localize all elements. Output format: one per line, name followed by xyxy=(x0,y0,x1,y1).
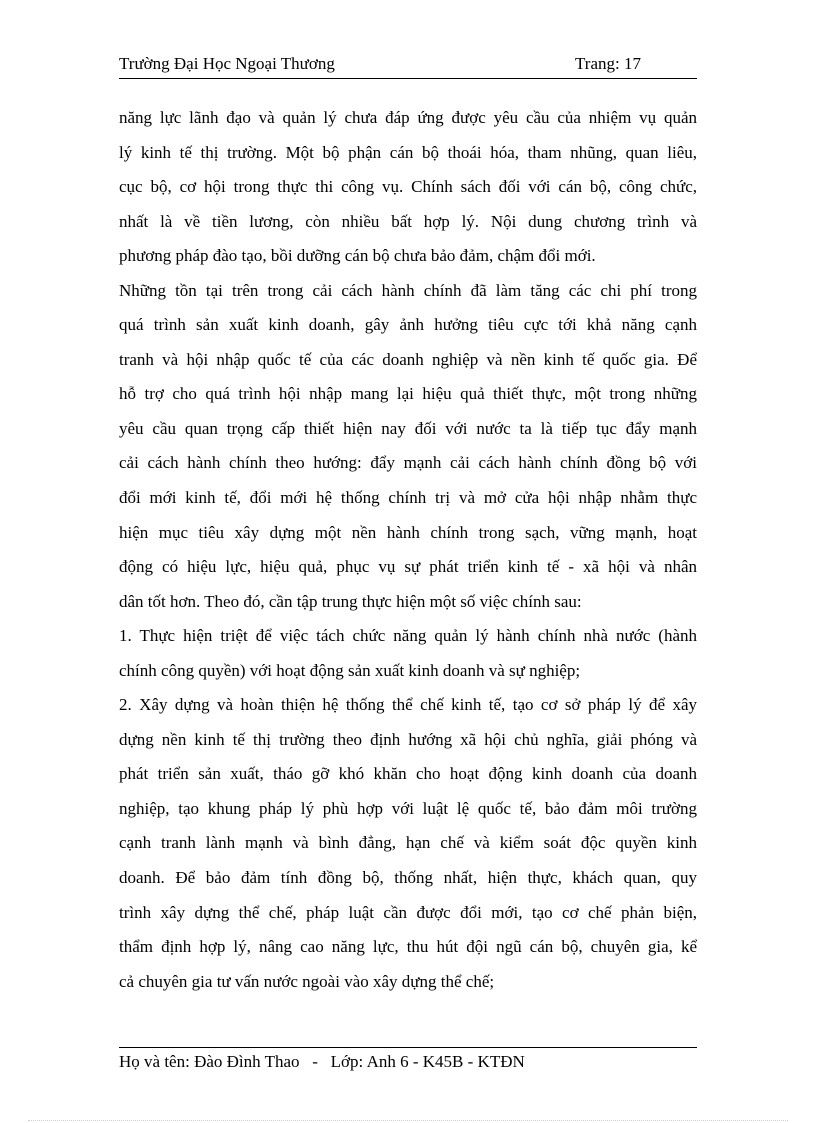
body-line: dựng nền kinh tế thị trường theo định hướng xã hội chủ nghĩa, giải phóng và xyxy=(119,729,697,749)
body-line: năng lực lãnh đạo và quản lý chưa đáp ứng được yêu cầu của nhiệm vụ quản xyxy=(119,108,697,127)
body-line: phát triển sản xuất, tháo gỡ khó khăn cho hoạt động kinh doanh của doanh xyxy=(119,764,697,784)
body-line: hiện mục tiêu xây dựng một nền hành chính trong sạch, vững mạnh, hoạt xyxy=(119,522,697,542)
body-line: hỗ trợ cho quá trình hội nhập mang lại hiệu quả thiết thực, một trong những xyxy=(119,384,697,404)
page-footer: Họ và tên: Đào Đình Thao - Lớp: Anh 6 - K45B - KTĐN xyxy=(119,1052,525,1071)
body-line: nghiệp, tạo khung pháp lý phù hợp với luật lệ quốc tế, bảo đảm môi trường xyxy=(119,798,697,818)
body-line: phương pháp đào tạo, bồi dưỡng cán bộ chưa bảo đảm, chậm đổi mới. xyxy=(119,246,596,266)
footer-divider xyxy=(119,1047,697,1048)
body-line: Những tồn tại trên trong cải cách hành chính đã làm tăng các chi phí trong xyxy=(119,280,697,300)
body-line: tranh và hội nhập quốc tế của các doanh nghiệp và nền kinh tế quốc gia. Để xyxy=(119,349,697,369)
header-divider xyxy=(119,78,697,79)
page-edge-divider xyxy=(28,1120,788,1121)
body-text xyxy=(119,104,697,1002)
header-school-name: Trường Đại Học Ngoại Thương xyxy=(119,54,335,73)
body-line: cải cách hành chính theo hướng: đẩy mạnh cải cách hành chính đồng bộ với xyxy=(119,453,697,473)
body-line: dân tốt hơn. Theo đó, cần tập trung thực hiện một số việc chính sau: xyxy=(119,591,582,611)
body-line: trình xây dựng thể chế, pháp luật cần được đổi mới, tạo cơ chế phản biện, xyxy=(119,902,697,922)
header-page-number: Trang: 17 xyxy=(575,54,641,73)
body-line: cạnh tranh lành mạnh và bình đẳng, hạn chế và kiểm soát độc quyền kinh xyxy=(119,833,697,853)
body-line: nhất là về tiền lương, còn nhiều bất hợp lý. Nội dung chương trình và xyxy=(119,211,697,231)
body-line: 1. Thực hiện triệt để việc tách chức năng quản lý hành chính nhà nước (hành xyxy=(119,626,697,646)
body-line: chính công quyền) với hoạt động sản xuất kinh doanh và sự nghiệp; xyxy=(119,660,581,680)
body-line: cả chuyên gia tư vấn nước ngoài vào xây dựng thể chế; xyxy=(119,971,495,991)
body-line: thẩm định hợp lý, nâng cao năng lực, thu hút đội ngũ cán bộ, chuyên gia, kể xyxy=(119,937,697,957)
body-line: động có hiệu lực, hiệu quả, phục vụ sự phát triển kinh tế - xã hội và nhân xyxy=(119,557,697,577)
body-line: lý kinh tế thị trường. Một bộ phận cán bộ thoái hóa, tham nhũng, quan liêu, xyxy=(119,142,697,162)
body-line: 2. Xây dựng và hoàn thiện hệ thống thể chế kinh tế, tạo cơ sở pháp lý để xây xyxy=(119,695,697,715)
body-line: yêu cầu quan trọng cấp thiết hiện nay đối với nước ta là tiếp tục đẩy mạnh xyxy=(119,418,697,438)
body-line: quá trình sản xuất kinh doanh, gây ảnh hưởng tiêu cực tới khả năng cạnh xyxy=(119,315,697,335)
body-line: doanh. Để bảo đảm tính đồng bộ, thống nhất, hiện thực, khách quan, quy xyxy=(119,868,697,888)
body-line: đổi mới kinh tế, đổi mới hệ thống chính trị và mở cửa hội nhập nhằm thực xyxy=(119,488,697,508)
body-line: cục bộ, cơ hội trong thực thi công vụ. Chính sách đối với cán bộ, công chức, xyxy=(119,177,697,197)
page-header xyxy=(119,54,697,78)
